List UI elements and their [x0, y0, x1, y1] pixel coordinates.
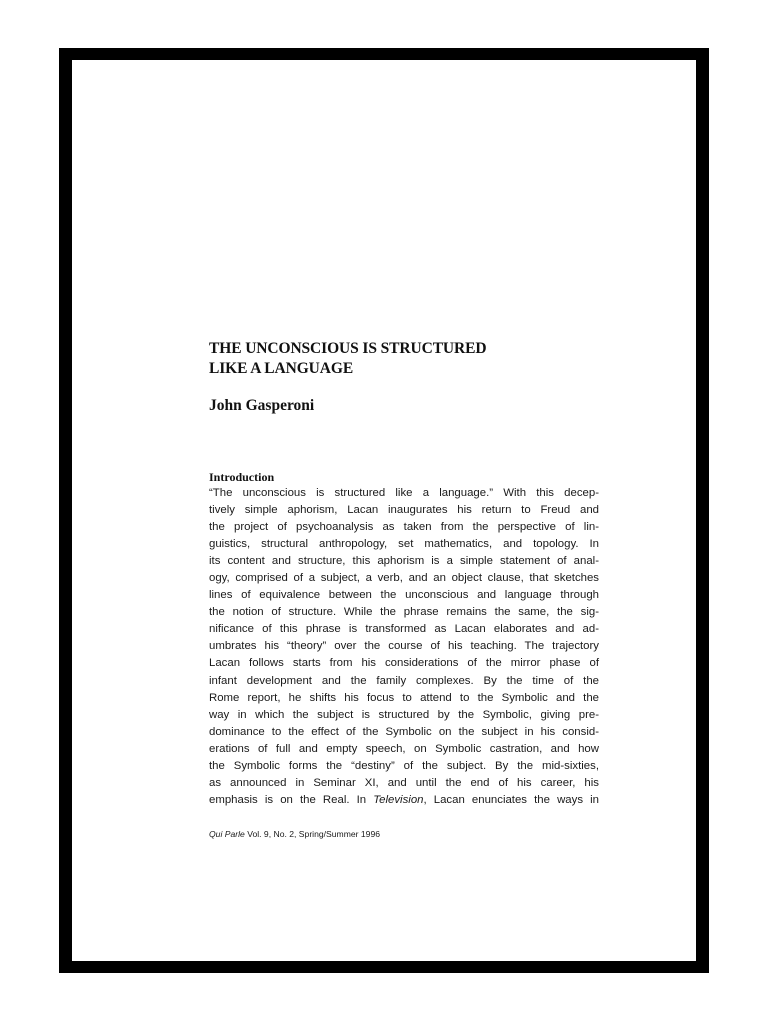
document-page [72, 60, 696, 961]
body-line-last-end: , Lacan enunciates the ways in [423, 793, 599, 806]
body-line: the notion of structure. While the phrase remains the same, the sig- [209, 606, 599, 619]
body-line-last-italic-title: Television [373, 793, 424, 806]
body-line: erations of full and empty speech, on Symbolic castration, and how [209, 742, 599, 755]
body-line: “The unconscious is structured like a language.” With this decep- [209, 487, 599, 499]
body-line-last-start: emphasis is on the Real. In [209, 793, 374, 806]
article-author: John Gasperoni [209, 397, 315, 414]
body-line: the Symbolic forms the “destiny” of the subject. By the mid-sixties, [209, 759, 599, 772]
body-line: guistics, structural anthropology, set mathematics, and topology. In [209, 538, 599, 551]
body-line: nificance of this phrase is transformed as Lacan elaborates and ad- [209, 623, 599, 636]
body-line: umbrates his “theory” over the course of his teaching. The trajectory [209, 640, 599, 653]
article-title-line-2: LIKE A LANGUAGE [209, 360, 354, 377]
article-title [209, 339, 486, 379]
body-line: tively simple aphorism, Lacan inaugurates his return to Freud and [209, 504, 599, 517]
body-line: ogy, comprised of a subject, a verb, and an object clause, that sketches [209, 572, 599, 585]
body-line-last [209, 792, 599, 809]
document-frame [59, 48, 709, 973]
body-line: way in which the subject is structured by the Symbolic, giving pre- [209, 708, 599, 721]
section-heading: Introduction [209, 470, 275, 484]
body-line: Lacan follows starts from his considerations of the mirror phase of [209, 657, 599, 670]
body-line: dominance to the effect of the Symbolic on the subject in his consid- [209, 725, 599, 738]
body-line: as announced in Seminar XI, and until the end of his career, his [209, 776, 599, 789]
body-line: its content and structure, this aphorism is a simple statement of anal- [209, 555, 599, 568]
body-line: infant development and the family complexes. By the time of the [209, 674, 599, 687]
article-title-line-1: THE UNCONSCIOUS IS STRUCTURED [209, 340, 487, 357]
footer-journal-name: Qui Parle [209, 829, 245, 839]
footer-citation-details: Vol. 9, No. 2, Spring/Summer 1996 [244, 829, 381, 839]
body-line: lines of equivalence between the unconscious and language through [209, 589, 599, 602]
page-footer-citation [209, 828, 380, 840]
body-line: Rome report, he shifts his focus to attend to the Symbolic and the [209, 691, 599, 704]
body-line: the project of psychoanalysis as taken from the perspective of lin- [209, 521, 599, 534]
body-paragraph [209, 485, 599, 809]
